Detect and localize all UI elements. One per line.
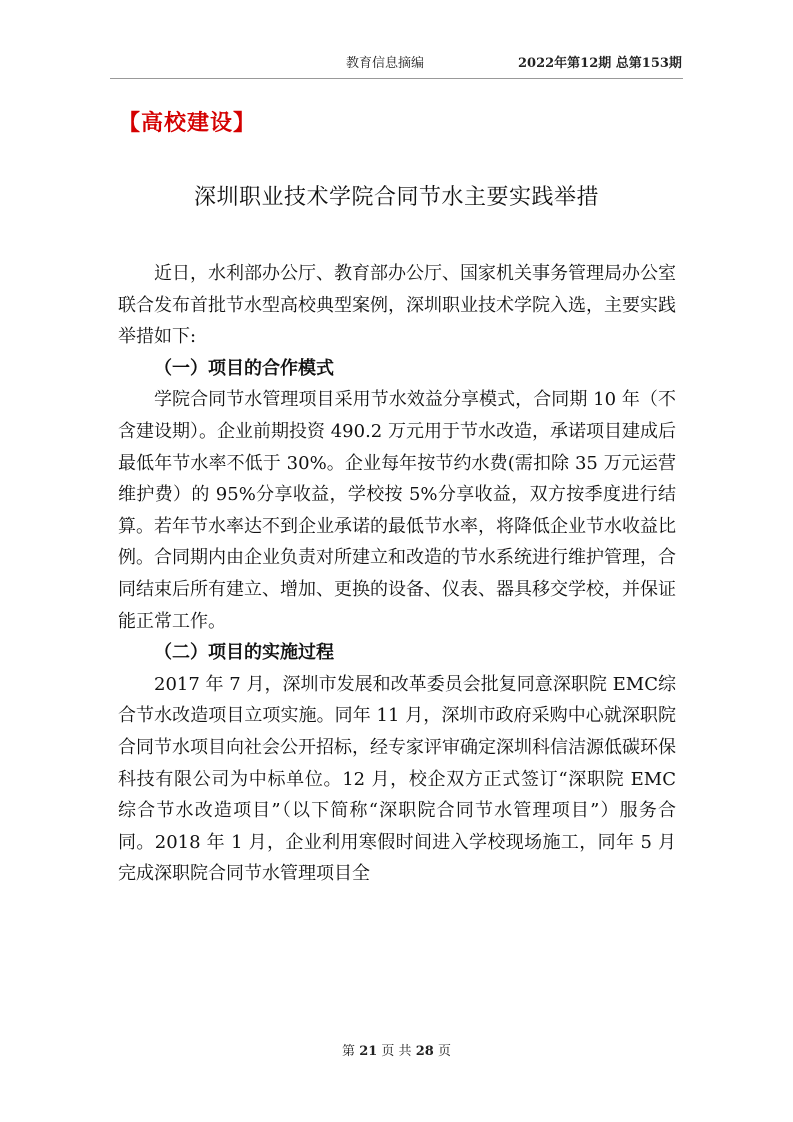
section-heading-2: （二）项目的实施过程 [154, 642, 334, 664]
section-heading-1: （一）项目的合作模式 [154, 357, 334, 379]
paragraph-2: 2017 年 7 月，深圳市发展和改革委员会批复同意深职院 EMC综合节水改造项目立项实施。同年 11 月，深圳市政府采购中心就深职院合同节水项目向社会公开招标，经专家评审确定深圳科信洁源低碳环保科技有限公司为中标单位。12 月，校企双方正式签订“深职院 EMC 综合节水改造项目”（以下简称“深职院合同节水管理项目”）服务合同。2018 年 1 月，企业利用寒假时间进入学校现场施工，同年 5 月完成深职院合同节水管理项目全 [118, 673, 676, 885]
header-rule [110, 78, 683, 79]
running-header [0, 52, 793, 72]
paragraph-1: 学院合同节水管理项目采用节水效益分享模式，合同期 10 年（不含建设期）。企业前期投资 490.2 万元用于节水改造，承诺项目建成后最低年节水率不低于 30%。企业每年按节约水费(需扣除 35 万元运营维护费）的 95%分享收益，学校按 5%分享收益，双方按季度进行结算。若年节水率达不到企业承诺的最低节水率，将降低企业节水收益比例。合同期内由企业负责对所建立和改造的节水系统进行维护管理，合同结束后所有建立、增加、更换的设备、仪表、器具移交学校，并保证能正常工作。 [118, 389, 676, 632]
footer-prefix: 第 [342, 1044, 356, 1059]
article-title: 深圳职业技术学院合同节水主要实践举措 [193, 185, 599, 210]
footer-suffix: 页 [437, 1044, 451, 1059]
issue-number: 2022年第12期 总第153期 [518, 56, 682, 71]
page-footer [0, 1040, 793, 1059]
article-body [118, 258, 676, 890]
footer-middle: 页 共 [381, 1044, 412, 1059]
publication-name: 教育信息摘编 [346, 56, 425, 71]
intro-paragraph: 近日，水利部办公厅、教育部办公厅、国家机关事务管理局办公室联合发布首批节水型高校典型案例，深圳职业技术学院入选，主要实践举措如下: [118, 263, 676, 348]
current-page-number: 21 [359, 1044, 378, 1059]
total-page-count: 28 [415, 1044, 434, 1059]
section-label: 【高校建设】 [118, 111, 257, 136]
